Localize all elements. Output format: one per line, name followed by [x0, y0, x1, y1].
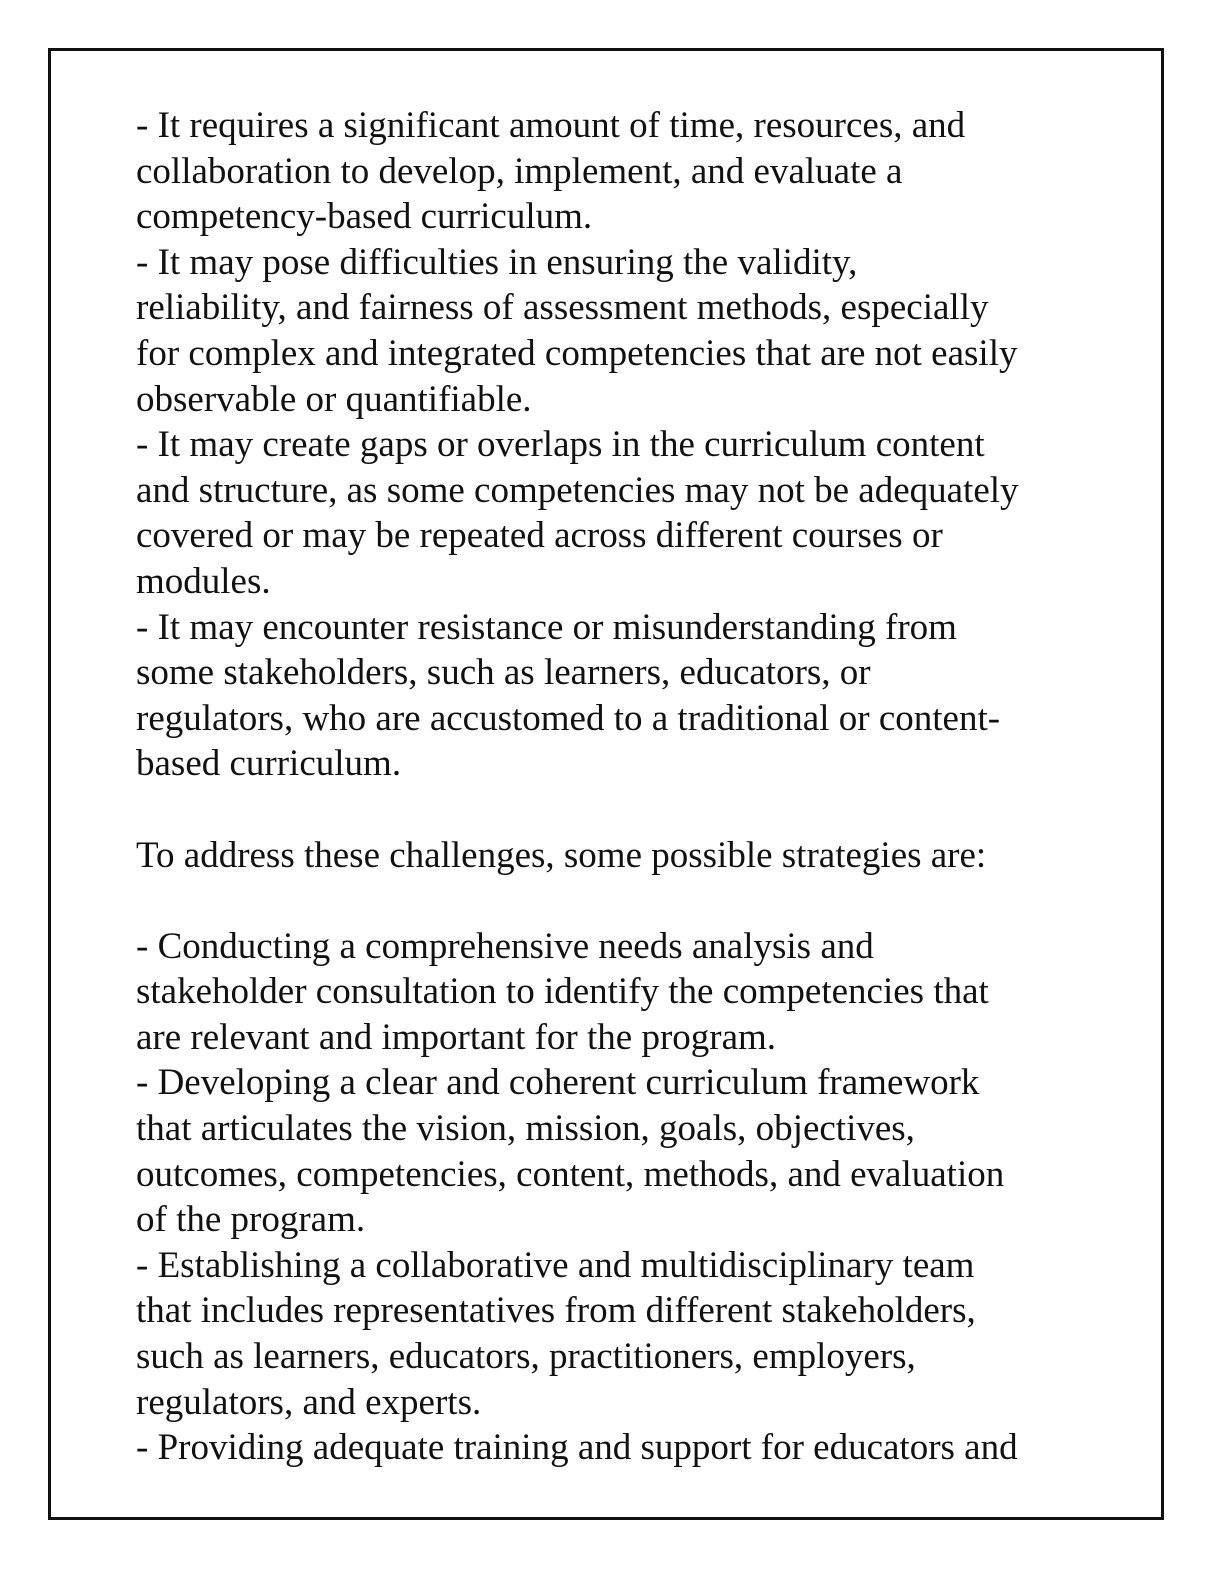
text-line: - It may encounter resistance or misunderstanding from [136, 606, 957, 648]
text-line: - Developing a clear and coherent curriculum framework [136, 1062, 980, 1104]
strategies-intro: To address these challenges, some possible strategies are: [136, 834, 987, 876]
text-line: - Conducting a comprehensive needs analysis and [136, 925, 874, 967]
strategy-item [136, 1060, 1096, 1242]
strategy-item [136, 1243, 1096, 1425]
text-line: for complex and integrated competencies that are not easily [136, 332, 1018, 374]
challenge-item [136, 422, 1096, 604]
text-line: reliability, and fairness of assessment methods, especially [136, 287, 989, 329]
paragraph-gap [136, 878, 1096, 924]
strategy-item [136, 924, 1096, 1061]
paragraph-gap [136, 787, 1096, 833]
text-line: that includes representatives from different stakeholders, [136, 1290, 976, 1332]
text-line: - Establishing a collaborative and multidisciplinary team [136, 1244, 975, 1286]
challenge-item [136, 103, 1096, 240]
page-frame [48, 48, 1164, 1520]
text-line: are relevant and important for the program. [136, 1016, 777, 1058]
text-line: some stakeholders, such as learners, educators, or [136, 652, 871, 694]
text-line: covered or may be repeated across different courses or [136, 515, 943, 557]
text-line: of the program. [136, 1199, 366, 1241]
challenge-item [136, 240, 1096, 422]
text-line: - It may create gaps or overlaps in the curriculum content [136, 424, 985, 466]
text-line: such as learners, educators, practitioners, employers, [136, 1336, 916, 1378]
text-line: - It requires a significant amount of time, resources, and [136, 105, 966, 146]
text-line: based curriculum. [136, 743, 402, 785]
text-line: observable or quantifiable. [136, 378, 532, 420]
text-line: and structure, as some competencies may not be adequately [136, 469, 1019, 511]
text-line: - It may pose difficulties in ensuring the validity, [136, 241, 858, 283]
text-line: competency-based curriculum. [136, 196, 593, 238]
challenge-item [136, 605, 1096, 787]
text-line: - Providing adequate training and support for educators and [136, 1427, 1018, 1469]
text-line: regulators, who are accustomed to a traditional or content- [136, 697, 1001, 739]
document-body [136, 103, 1096, 1471]
text-line: modules. [136, 560, 271, 602]
text-line: regulators, and experts. [136, 1381, 482, 1423]
text-line: collaboration to develop, implement, and evaluate a [136, 150, 903, 192]
text-line: that articulates the vision, mission, goals, objectives, [136, 1108, 915, 1150]
strategy-item [136, 1425, 1096, 1471]
text-line: outcomes, competencies, content, methods, and evaluation [136, 1153, 1005, 1195]
text-line: stakeholder consultation to identify the competencies that [136, 971, 989, 1013]
